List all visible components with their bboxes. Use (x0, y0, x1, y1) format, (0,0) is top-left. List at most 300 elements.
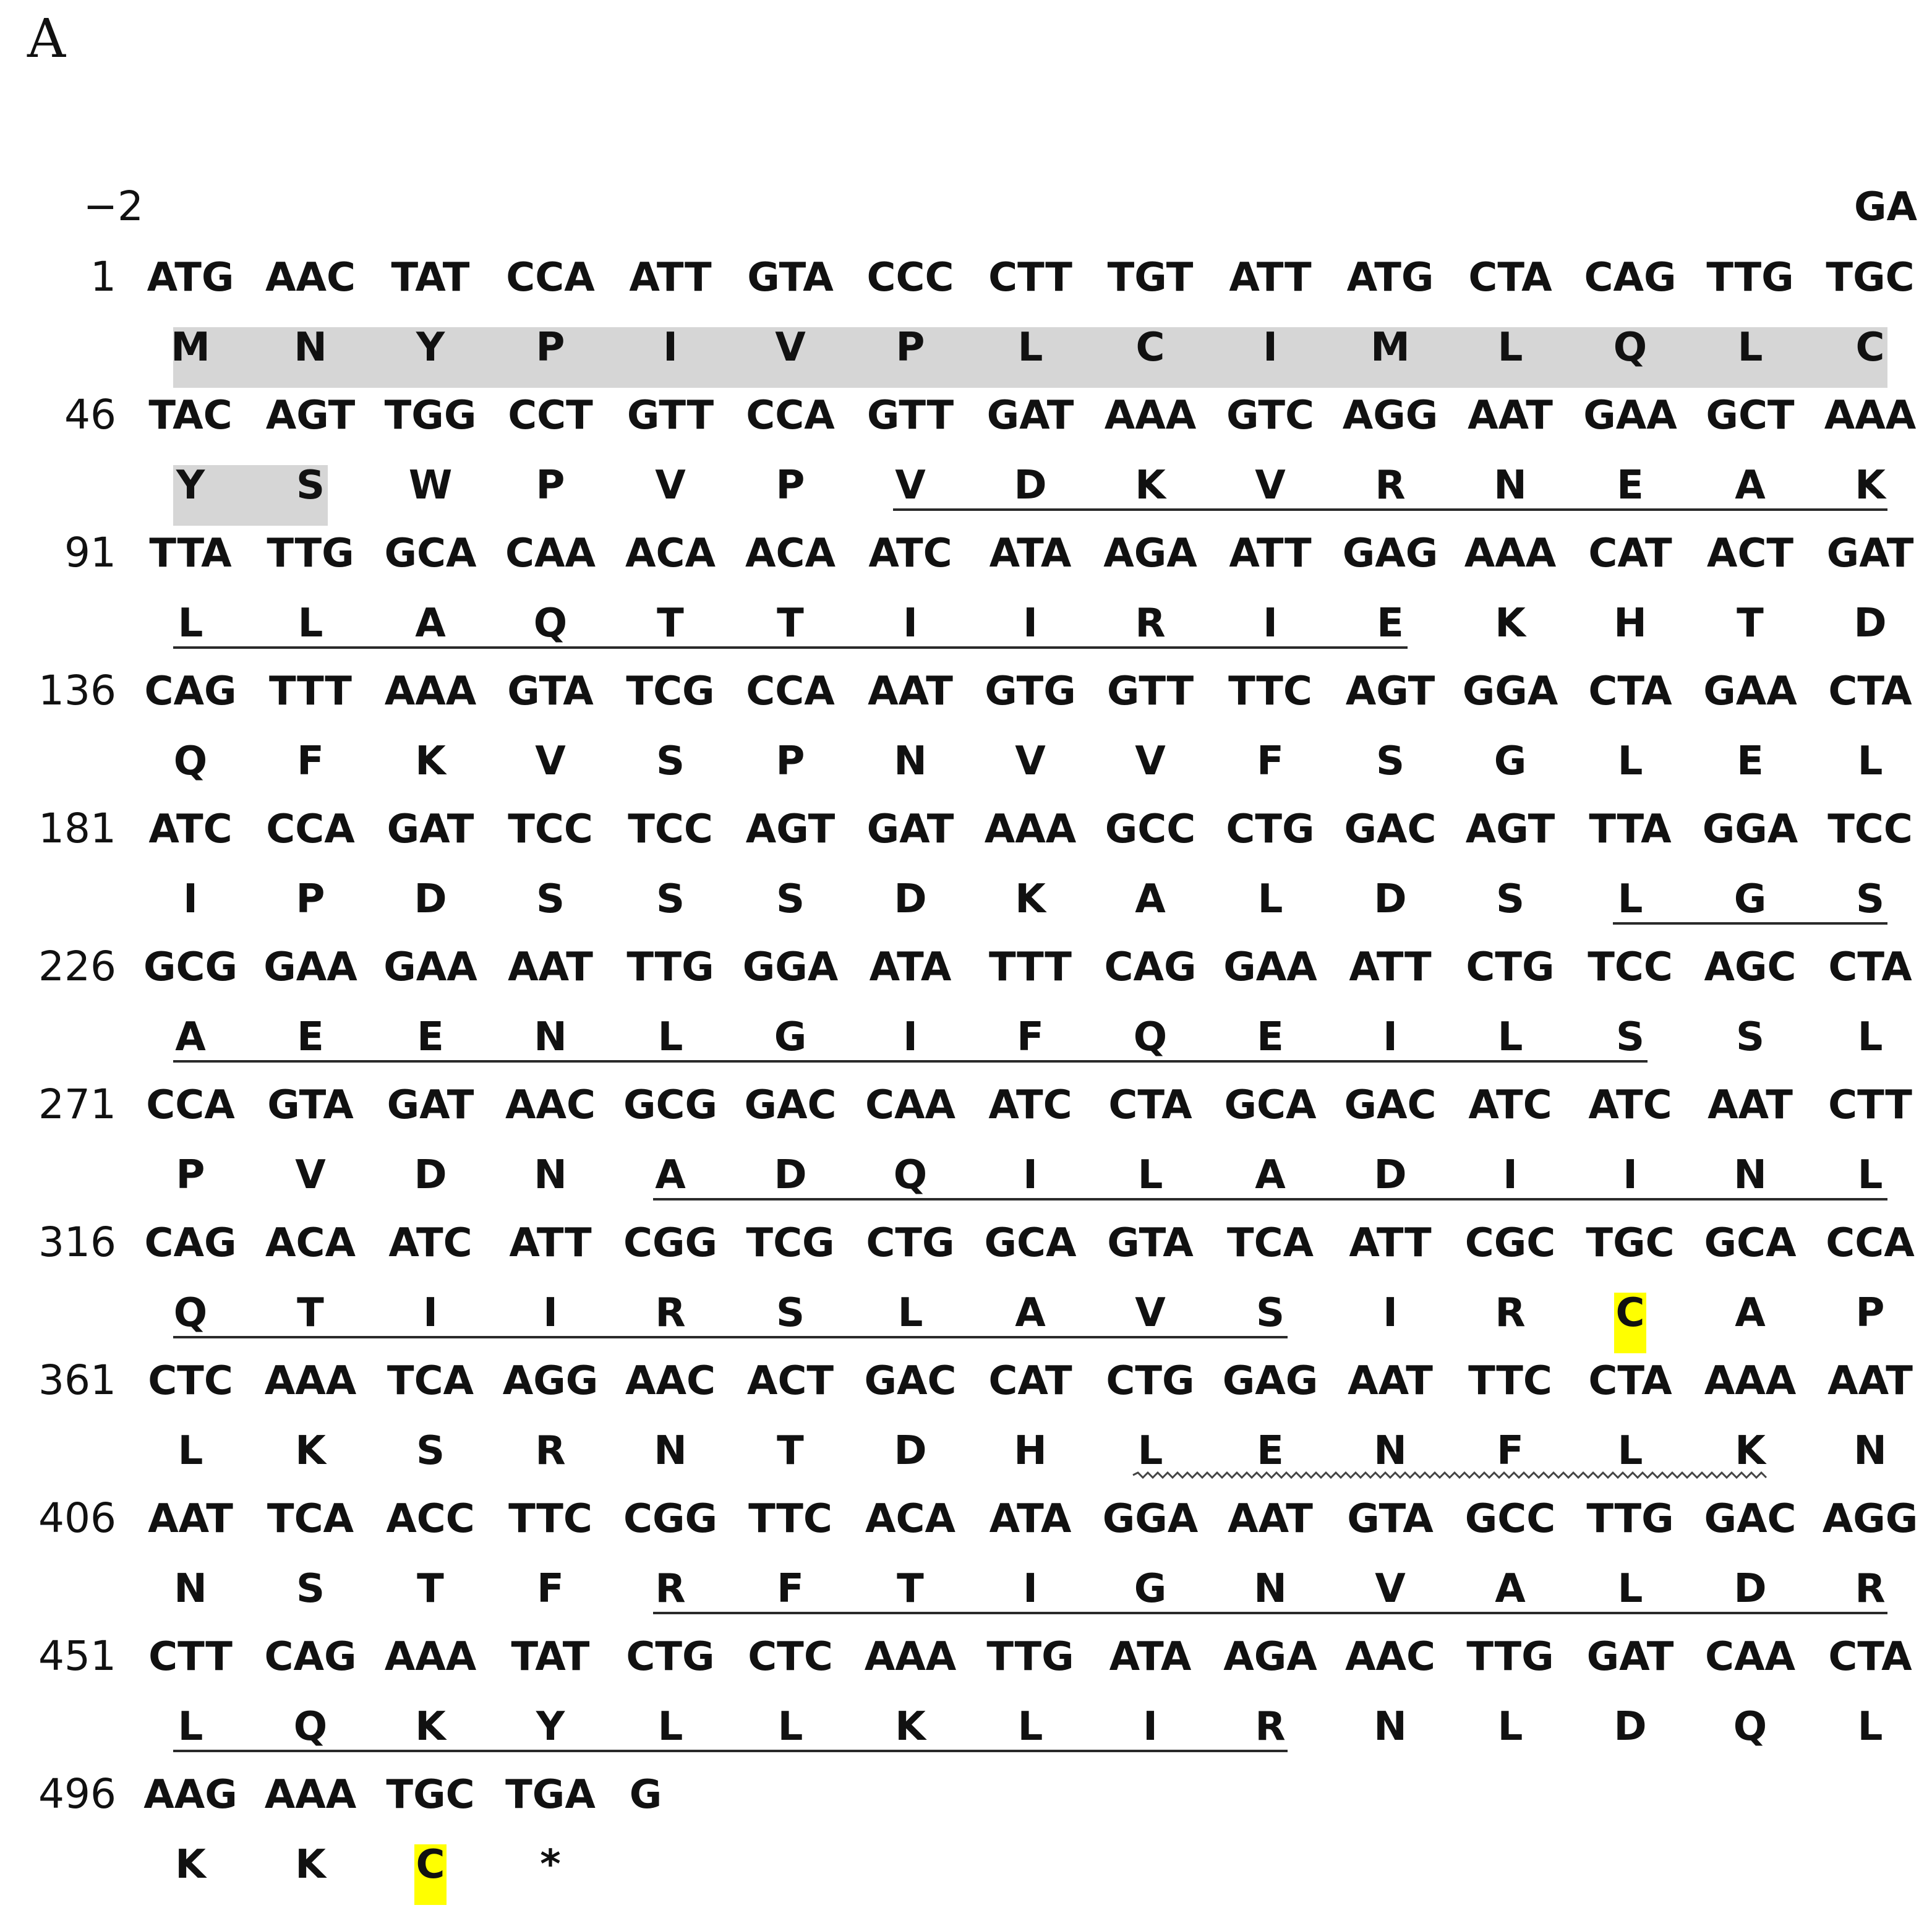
amino-acid: I (1263, 325, 1278, 370)
codon: GAG (1222, 1358, 1319, 1404)
codon: AAA (384, 1634, 477, 1680)
codon: AAA (1704, 1358, 1797, 1404)
codon: TGC (1586, 1220, 1675, 1266)
amino-acid: V (535, 738, 566, 784)
row-number: 46 (64, 391, 116, 439)
amino-acid: D (1853, 601, 1887, 646)
amino-acid: H (1014, 1428, 1047, 1474)
amino-acid: V (1135, 1290, 1166, 1336)
amino-acid: K (415, 1704, 446, 1750)
codon: ATC (388, 1220, 472, 1266)
amino-acid: E (297, 1014, 324, 1060)
amino-acid: R (655, 1290, 686, 1336)
amino-acid: G (1134, 1566, 1167, 1612)
codon: AAA (1464, 531, 1557, 576)
codon: G (629, 1772, 662, 1818)
amino-acid: Q (173, 1290, 208, 1336)
amino-acid: A (655, 1152, 686, 1198)
codon: GTG (985, 669, 1076, 714)
amino-acid: L (897, 1290, 923, 1336)
amino-acid: F (1257, 738, 1284, 784)
amino-acid: S (1495, 876, 1525, 922)
amino-acid: Q (293, 1704, 328, 1750)
amino-acid: E (1257, 1428, 1284, 1474)
amino-acid: I (903, 601, 918, 646)
amino-acid: I (1503, 1152, 1518, 1198)
codon: AAT (148, 1496, 233, 1542)
codon: GCC (1105, 807, 1196, 852)
amino-acid: I (1023, 601, 1038, 646)
codon: AAT (1708, 1082, 1793, 1128)
amino-acid: R (535, 1428, 566, 1474)
amino-acid: S (416, 1428, 445, 1474)
amino-acid: L (1617, 1566, 1643, 1612)
amino-acid: K (175, 1842, 206, 1888)
amino-acid: S (296, 1566, 325, 1612)
codon: CCA (746, 669, 835, 714)
amino-acid: L (1137, 1428, 1163, 1474)
codon: GAT (866, 807, 954, 852)
codon: TTT (989, 944, 1072, 990)
codon: CTA (1588, 1358, 1672, 1404)
codon: GTT (626, 393, 714, 439)
amino-acid: I (543, 1290, 558, 1336)
codon: ATT (1229, 531, 1312, 576)
codon: CTG (866, 1220, 955, 1266)
row-number: 496 (38, 1770, 116, 1818)
codon: AGT (1345, 669, 1435, 714)
codon: GTA (1107, 1220, 1194, 1266)
codon: GAC (864, 1358, 957, 1404)
amino-acid: N (1254, 1566, 1287, 1612)
amino-acid: P (536, 463, 565, 508)
amino-acid: K (295, 1428, 326, 1474)
amino-acid: Q (1733, 1704, 1767, 1750)
amino-acid: A (1495, 1566, 1526, 1612)
amino-acid: H (1614, 601, 1647, 646)
codon: CCC (866, 255, 954, 301)
codon: ATC (868, 531, 952, 576)
codon: GCG (623, 1082, 718, 1128)
codon: ACA (265, 1220, 356, 1266)
amino-acid: P (536, 325, 565, 370)
row-number: 1 (90, 253, 116, 301)
codon: AAC (505, 1082, 596, 1128)
amino-acid: * (540, 1842, 561, 1888)
codon: GTA (507, 669, 594, 714)
row-number: 271 (38, 1081, 116, 1128)
codon: ATA (869, 944, 952, 990)
amino-acid: V (1375, 1566, 1406, 1612)
amino-acid: D (1374, 876, 1407, 922)
row-number: 136 (38, 667, 116, 714)
codon: CTG (1466, 944, 1555, 990)
codon: CCT (508, 393, 593, 439)
codon: CAG (144, 1220, 237, 1266)
amino-acid: R (1135, 601, 1166, 646)
codon: AAA (384, 669, 477, 714)
codon: AAT (1348, 1358, 1433, 1404)
amino-acid: R (1495, 1290, 1526, 1336)
amino-acid: T (777, 601, 804, 646)
codon: ACT (746, 1358, 834, 1404)
codon: AAT (508, 944, 593, 990)
amino-acid: D (1614, 1704, 1647, 1750)
codon: GTC (1226, 393, 1315, 439)
amino-acid: K (1495, 601, 1526, 646)
amino-acid: K (295, 1842, 326, 1888)
codon: ATC (1468, 1082, 1552, 1128)
codon: ACC (386, 1496, 475, 1542)
amino-acid: N (174, 1566, 207, 1612)
codon: ACA (625, 531, 716, 576)
codon: AGA (1223, 1634, 1317, 1680)
codon: TCA (267, 1496, 354, 1542)
codon: TCC (628, 807, 713, 852)
codon: CTA (1468, 255, 1552, 301)
codon: CGC (1464, 1220, 1556, 1266)
amino-acid: I (1023, 1566, 1038, 1612)
amino-acid: I (903, 1014, 918, 1060)
codon: AGG (1822, 1496, 1918, 1542)
codon: GCC (1464, 1496, 1556, 1542)
amino-acid: G (1733, 876, 1767, 922)
codon: AGT (745, 807, 836, 852)
codon: AAA (864, 1634, 957, 1680)
codon: GAC (744, 1082, 837, 1128)
codon: TGA (505, 1772, 596, 1818)
amino-acid: L (1497, 1014, 1523, 1060)
amino-acid: E (417, 1014, 444, 1060)
amino-acid: A (175, 1014, 206, 1060)
amino-acid: P (776, 738, 805, 784)
codon: AAA (264, 1772, 357, 1818)
amino-acid: F (1497, 1428, 1524, 1474)
codon: CAG (1104, 944, 1197, 990)
amino-acid: I (1383, 1014, 1398, 1060)
amino-acid: L (657, 1704, 683, 1750)
codon: TTC (1228, 669, 1312, 714)
amino-acid: S (296, 463, 325, 508)
wavy-underline (1133, 1473, 1766, 1478)
codon: TGC (386, 1772, 475, 1818)
amino-acid: L (1497, 325, 1523, 370)
codon: CTG (1106, 1358, 1195, 1404)
amino-acid: S (776, 876, 805, 922)
codon: AGT (265, 393, 356, 439)
codon: GTA (747, 255, 834, 301)
codon: GAA (1223, 944, 1317, 990)
codon: TTG (1466, 1634, 1554, 1680)
leading-nucleotides: GA (1853, 184, 1917, 230)
codon: CTC (748, 1634, 833, 1680)
codon: GAA (1583, 393, 1677, 439)
amino-acid: N (1374, 1704, 1407, 1750)
amino-acid: V (1135, 738, 1166, 784)
leading-number: −2 (83, 182, 143, 230)
codon: GCA (984, 1220, 1077, 1266)
codon: TGG (384, 393, 477, 439)
codon: ATC (988, 1082, 1072, 1128)
amino-acid: Y (536, 1704, 565, 1750)
codon: TGC (1826, 255, 1915, 301)
codon: GAT (387, 807, 474, 852)
row-number: 406 (38, 1494, 116, 1542)
amino-acid: R (1855, 1566, 1886, 1612)
amino-acid: K (895, 1704, 926, 1750)
amino-acid: K (415, 738, 446, 784)
codon: AAA (1104, 393, 1197, 439)
codon: GAA (1703, 669, 1797, 714)
amino-acid: S (776, 1290, 805, 1336)
amino-acid: Q (533, 601, 568, 646)
codon: CTC (148, 1358, 233, 1404)
codon: ATT (1349, 1220, 1432, 1266)
row-number: 316 (38, 1218, 116, 1266)
codon: CCA (746, 393, 835, 439)
codon: CGG (623, 1220, 718, 1266)
amino-acid: S (1375, 738, 1405, 784)
codon: AAC (1344, 1634, 1436, 1680)
codon: TTG (1706, 255, 1794, 301)
amino-acid: I (423, 1290, 438, 1336)
amino-acid: F (1017, 1014, 1044, 1060)
codon: AAA (264, 1358, 357, 1404)
codon: ATT (629, 255, 712, 301)
amino-acid: L (1617, 876, 1643, 922)
codon: AAT (1228, 1496, 1313, 1542)
amino-acid: P (1855, 1290, 1885, 1336)
codon: TCG (746, 1220, 835, 1266)
amino-acid: D (774, 1152, 807, 1198)
codon: GCG (143, 944, 238, 990)
codon: AAC (625, 1358, 716, 1404)
codon: ATT (1349, 944, 1432, 990)
amino-acid: D (894, 1428, 927, 1474)
codon: TTG (986, 1634, 1074, 1680)
codon: TAT (511, 1634, 590, 1680)
amino-acid: L (1497, 1704, 1523, 1750)
codon: TTG (1586, 1496, 1674, 1542)
codon: TCA (387, 1358, 474, 1404)
amino-acid: W (408, 463, 453, 508)
amino-acid: P (895, 325, 925, 370)
codon: ATA (989, 531, 1072, 576)
amino-acid: K (1855, 463, 1886, 508)
codon: AGT (1465, 807, 1555, 852)
codon: TAC (148, 393, 233, 439)
amino-acid: N (1853, 1428, 1887, 1474)
amino-acid: E (1257, 1014, 1284, 1060)
codon: ACT (1706, 531, 1794, 576)
codon: GCT (1706, 393, 1795, 439)
codon: TCC (1827, 807, 1913, 852)
codon: CTT (148, 1634, 233, 1680)
codon: AAT (868, 669, 953, 714)
codon: CAT (988, 1358, 1072, 1404)
amino-acid: A (1735, 463, 1766, 508)
amino-acid: N (294, 325, 327, 370)
codon: GGA (1462, 669, 1558, 714)
codon: GAG (1342, 531, 1438, 576)
amino-acid: T (297, 1290, 324, 1336)
codon: ACA (865, 1496, 956, 1542)
amino-acid: L (777, 1704, 803, 1750)
amino-acid: L (1257, 876, 1283, 922)
amino-acid: C (416, 1842, 445, 1888)
codon: GGA (742, 944, 839, 990)
codon: ATT (1229, 255, 1312, 301)
codon: CCA (1826, 1220, 1915, 1266)
amino-acid: D (1374, 1152, 1407, 1198)
codon: ATA (1109, 1634, 1192, 1680)
codon: CAA (865, 1082, 956, 1128)
amino-acid: Q (173, 738, 208, 784)
codon: CCA (506, 255, 595, 301)
amino-acid: D (894, 876, 927, 922)
codon: GGA (1102, 1496, 1199, 1542)
codon: AAA (984, 807, 1077, 852)
codon: AAA (1824, 393, 1917, 439)
amino-acid: F (297, 738, 324, 784)
amino-acid: D (414, 876, 447, 922)
amino-acid: N (894, 738, 927, 784)
amino-acid: A (1735, 1290, 1766, 1336)
amino-acid: G (774, 1014, 807, 1060)
codon: AAG (143, 1772, 237, 1818)
amino-acid: N (534, 1152, 567, 1198)
amino-acid: L (1017, 325, 1043, 370)
amino-acid: C (1615, 1290, 1645, 1336)
amino-acid: K (1015, 876, 1046, 922)
codon: CAG (1584, 255, 1677, 301)
codon: AGG (1342, 393, 1438, 439)
amino-acid: I (1143, 1704, 1158, 1750)
amino-acid: E (1617, 463, 1644, 508)
codon: GAC (1344, 1082, 1437, 1128)
codon: CAA (505, 531, 596, 576)
codon: TCC (508, 807, 593, 852)
codon: GAT (1586, 1634, 1674, 1680)
codon: CTT (1828, 1082, 1912, 1128)
amino-acid: D (414, 1152, 447, 1198)
panel-label: A (27, 8, 66, 70)
amino-acid: V (775, 325, 806, 370)
amino-acid: R (655, 1566, 686, 1612)
amino-acid: L (1617, 1428, 1643, 1474)
codon: GAA (263, 944, 357, 990)
codon: CAA (1704, 1634, 1796, 1680)
amino-acid: L (177, 1704, 203, 1750)
codon: TCA (1226, 1220, 1314, 1266)
amino-acid: K (1735, 1428, 1766, 1474)
amino-acid: P (176, 1152, 205, 1198)
codon: GCA (1704, 1220, 1797, 1266)
amino-acid: A (415, 601, 446, 646)
codon: CTA (1588, 669, 1672, 714)
amino-acid: L (1737, 325, 1763, 370)
amino-acid: G (1494, 738, 1527, 784)
amino-acid: I (1023, 1152, 1038, 1198)
amino-acid: I (663, 325, 678, 370)
codon: AAC (265, 255, 356, 301)
amino-acid: C (1855, 325, 1885, 370)
amino-acid: Q (1613, 325, 1648, 370)
amino-acid: R (1375, 463, 1406, 508)
amino-acid: Q (893, 1152, 928, 1198)
codon: CAT (1588, 531, 1672, 576)
amino-acid: N (1494, 463, 1527, 508)
amino-acid: V (895, 463, 926, 508)
amino-acid: C (1135, 325, 1165, 370)
amino-acid: T (897, 1566, 924, 1612)
codon: ATC (148, 807, 233, 852)
amino-acid: L (1857, 1014, 1883, 1060)
row-number: 181 (38, 805, 116, 852)
amino-acid: L (1617, 738, 1643, 784)
amino-acid: V (1015, 738, 1046, 784)
amino-acid: F (537, 1566, 564, 1612)
amino-acid: L (1137, 1152, 1163, 1198)
codon: TTC (508, 1496, 592, 1542)
amino-acid: A (1255, 1152, 1286, 1198)
codon: TTG (267, 531, 354, 576)
amino-acid: R (1255, 1704, 1286, 1750)
row-number: 91 (64, 529, 116, 576)
codon: ATT (509, 1220, 592, 1266)
codon: GAA (383, 944, 477, 990)
amino-acid: T (1737, 601, 1764, 646)
codon: ATA (989, 1496, 1072, 1542)
codon: GCA (384, 531, 477, 576)
codon: GAT (986, 393, 1074, 439)
amino-acid: T (777, 1428, 804, 1474)
row-number: 451 (38, 1632, 116, 1680)
codon: GCA (1224, 1082, 1317, 1128)
amino-acid: L (657, 1014, 683, 1060)
amino-acid: V (295, 1152, 326, 1198)
codon: TCG (626, 669, 715, 714)
codon: CTA (1828, 944, 1912, 990)
amino-acid: S (536, 876, 565, 922)
codon: GAT (1826, 531, 1914, 576)
codon: ACA (745, 531, 836, 576)
amino-acid: S (1615, 1014, 1645, 1060)
amino-acid: N (1374, 1428, 1407, 1474)
codon: CTA (1828, 669, 1912, 714)
amino-acid: Q (1133, 1014, 1168, 1060)
codon: TCC (1588, 944, 1673, 990)
codon: CCA (266, 807, 355, 852)
amino-acid: I (1623, 1152, 1638, 1198)
amino-acid: N (654, 1428, 687, 1474)
codon: CTA (1828, 1634, 1912, 1680)
codon: TTG (626, 944, 714, 990)
codon: AGA (1103, 531, 1197, 576)
amino-acid: S (1735, 1014, 1765, 1060)
amino-acid: L (1017, 1704, 1043, 1750)
amino-acid: K (1135, 463, 1166, 508)
amino-acid: T (657, 601, 684, 646)
codon: TTA (1589, 807, 1672, 852)
codon: AAT (1827, 1358, 1913, 1404)
amino-acid: S (1855, 876, 1885, 922)
codon: CTA (1108, 1082, 1192, 1128)
amino-acid: E (1377, 601, 1404, 646)
amino-acid: D (1014, 463, 1047, 508)
amino-acid: S (656, 738, 685, 784)
amino-acid: Y (416, 325, 445, 370)
